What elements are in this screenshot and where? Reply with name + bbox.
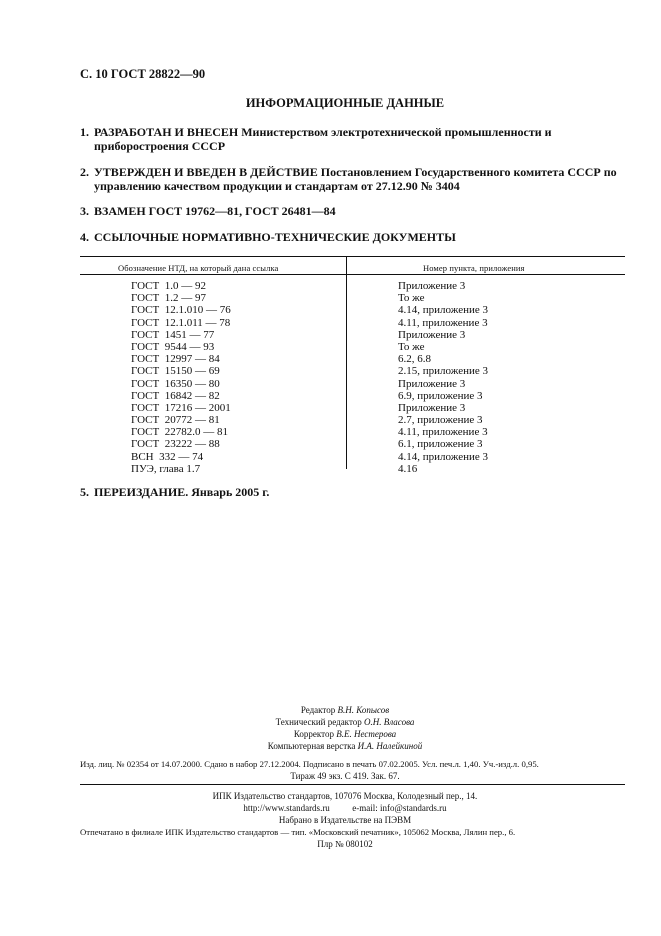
table-cell: ГОСТ 23222 — 88 [131, 438, 220, 451]
page-header: С. 10 ГОСТ 28822—90 [80, 67, 206, 81]
table-cell: 2.15, приложение 3 [398, 365, 488, 378]
table-cell: ГОСТ 17216 — 2001 [131, 401, 231, 414]
table-cell: То же [398, 292, 425, 305]
table-cell: 4.14, приложение 3 [398, 304, 488, 317]
credit-name: О.Н. Власова [364, 717, 415, 727]
publisher-line: Плр № 080102 [317, 839, 373, 849]
section-number: 1. [80, 125, 89, 139]
table-cell: ГОСТ 9544 — 93 [131, 340, 215, 353]
table-cell: 2.7, приложение 3 [398, 414, 483, 427]
table-cell: ГОСТ 16350 — 80 [131, 377, 220, 390]
table-cell: ГОСТ 12.1.010 — 76 [131, 304, 231, 317]
section-5 [80, 485, 625, 499]
credit-role: Корректор [293, 729, 334, 739]
credit-tech-editor [0, 716, 661, 728]
table-cell: Приложение 3 [398, 377, 466, 390]
section-lead: ПЕРЕИЗДАНИЕ. [94, 485, 189, 499]
credit-editor [0, 704, 661, 716]
table-column-divider [346, 256, 347, 469]
table-cell: 4.11, приложение 3 [398, 316, 488, 329]
section-text: Постановлением Государственного комитета СССР по управлению качеством продукции и стандартам от 27.12.90 № 3404 [94, 165, 617, 193]
table-cell: ГОСТ 22782.0 — 81 [131, 426, 228, 439]
table-cell: ГОСТ 12.1.011 — 78 [131, 316, 231, 329]
section-lead: УТВЕРЖДЕН И ВВЕДЕН В ДЕЙСТВИЕ [94, 165, 318, 179]
publisher-line: ИПК Издательство стандартов, 107076 Москва, Колодезный пер., 14. [212, 791, 478, 801]
section-text: Министерством электротехнической промышленности и приборостроения СССР [94, 125, 552, 153]
table-designation-column [131, 280, 231, 475]
table-cell: Приложение 3 [398, 280, 466, 292]
section-lead: РАЗРАБОТАН И ВНЕСЕН [94, 125, 239, 139]
section-text: Январь 2005 г. [188, 485, 270, 499]
section-3 [80, 204, 625, 218]
table-header-clause: Номер пункта, приложения [423, 263, 525, 273]
imprint-divider [80, 784, 625, 785]
table-cell: Приложение 3 [398, 328, 466, 341]
section-4 [80, 230, 625, 244]
table-cell: ГОСТ 1451 — 77 [131, 328, 215, 341]
section-number: 2. [80, 165, 89, 179]
credit-role: Компьютерная верстка [267, 741, 356, 751]
table-cell: ГОСТ 12997 — 84 [131, 353, 220, 366]
section-number: 4. [80, 230, 89, 244]
section-lead: ССЫЛОЧНЫЕ НОРМАТИВНО-ТЕХНИЧЕСКИЕ ДОКУМЕНТЫ [94, 230, 456, 244]
credit-corrector [0, 728, 661, 740]
section-lead: ВЗАМЕН ГОСТ 19762—81, ГОСТ 26481—84 [94, 204, 336, 218]
table-cell: ГОСТ 1.0 — 92 [131, 280, 206, 292]
imprint-line: Тираж 49 экз. С 419. Зак. 67. [290, 771, 400, 781]
table-cell: ГОСТ 20772 — 81 [131, 414, 220, 427]
credit-name: В.Е. Нестерова [336, 729, 397, 739]
publisher-line: Набрано в Издательстве на ПЭВМ [278, 815, 412, 825]
table-cell: 6.1, приложение 3 [398, 438, 483, 451]
publisher-line: http://www.standards.ru e-mail: info@standards.ru [243, 803, 447, 813]
publisher-line: Отпечатано в филиале ИПК Издательство стандартов — тип. «Московский печатник», 105062 Москва, Лялин пер., 6. [80, 827, 516, 837]
section-number: 5. [80, 485, 89, 499]
table-cell: 6.9, приложение 3 [398, 389, 483, 402]
credit-role: Редактор [300, 705, 336, 715]
table-cell: 4.16 [398, 462, 418, 475]
imprint-line: Изд. лиц. № 02354 от 14.07.2000. Сдано в набор 27.12.2004. Подписано в печать 07.02.2005. Усл. печ.л. 1,40. Уч.-изд.л. 0,95. [80, 759, 539, 769]
section-2 [80, 165, 625, 193]
table-cell: ГОСТ 16842 — 82 [131, 389, 220, 402]
table-cell: ГОСТ 1.2 — 97 [131, 292, 206, 305]
table-cell: ГОСТ 15150 — 69 [131, 365, 220, 378]
section-number: 3. [80, 204, 89, 218]
credit-name: В.Н. Копысов [337, 705, 390, 715]
section-1 [80, 125, 625, 153]
table-cell: 4.11, приложение 3 [398, 426, 488, 439]
credit-layout [0, 740, 661, 752]
table-cell: 6.2, 6.8 [398, 353, 431, 366]
table-cell: Приложение 3 [398, 401, 466, 414]
document-title: ИНФОРМАЦИОННЫЕ ДАННЫЕ [245, 96, 445, 110]
table-cell: ВСН 332 — 74 [131, 450, 204, 463]
credit-role: Технический редактор [275, 717, 362, 727]
credit-name: И.А. Налейкиной [357, 741, 423, 751]
table-cell: То же [398, 340, 425, 353]
table-cell: 4.14, приложение 3 [398, 450, 488, 463]
table-top-rule [80, 256, 625, 257]
table-clause-column [398, 280, 488, 475]
table-cell: ПУЭ, глава 1.7 [131, 462, 201, 475]
table-header-designation: Обозначение НТД, на который дана ссылка [118, 263, 279, 273]
table-header-rule [80, 274, 625, 275]
